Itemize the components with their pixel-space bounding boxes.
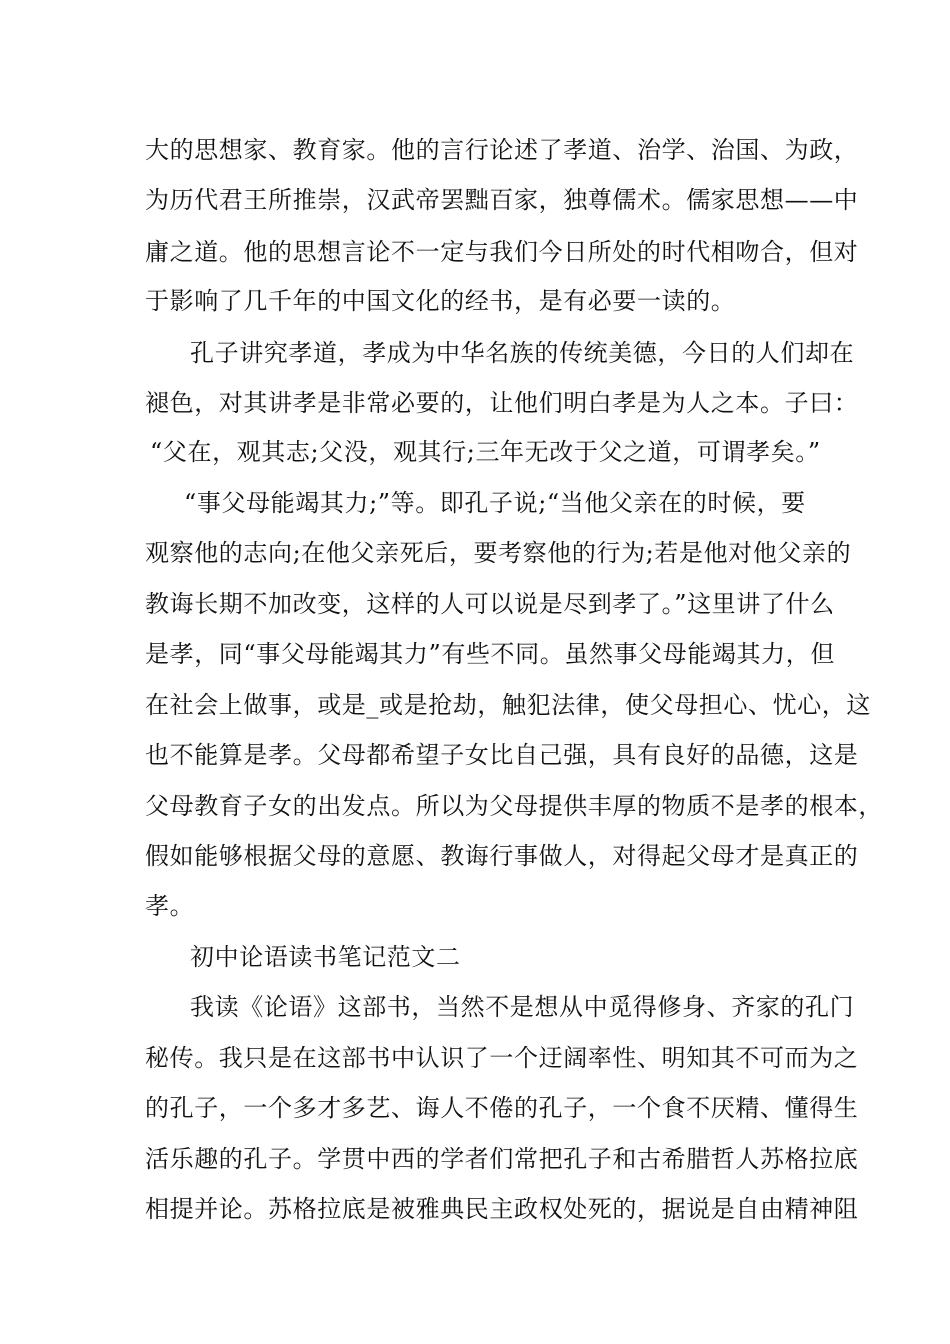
text-line: 假如能够根据父母的意愿、教诲行事做人，对得起父母才是真正的 [145,842,859,870]
quotation-line: “父在，观其志;父没，观其行;三年无改于父之道，可谓孝矣。” [150,438,821,466]
text-line: 活乐趣的孔子。学贯中西的学者们常把孔子和古希腊哲人苏格拉底 [145,1145,859,1173]
paragraph-first-line: 我读《论语》这部书，当然不是想从中觅得修身、齐家的孔门 [190,993,855,1021]
text-line: 相提并论。苏格拉底是被雅典民主政权处死的，据说是自由精神阻 [145,1195,859,1223]
text-line: 也不能算是孝。父母都希望子女比自己强，具有良好的品德，这是 [145,741,859,769]
text-line: 为历代君王所推崇，汉武帝罢黜百家，独尊儒术。儒家思想——中 [145,186,859,214]
text-line: 秘传。我只是在这部书中认识了一个迂阔率性、明知其不可而为之 [145,1044,859,1072]
paragraph-first-line: “事父母能竭其力;”等。即孔子说;“当他父亲在的时候，要 [184,489,806,517]
text-line: 是孝，同“事父母能竭其力”有些不同。虽然事父母能竭其力，但 [145,640,835,668]
paragraph-first-line: 孔子讲究孝道，孝成为中华名族的传统美德，今日的人们却在 [190,339,855,367]
text-line: 孝。 [145,892,195,920]
section-heading: 初中论语读书笔记范文二 [190,943,461,971]
text-line: 在社会上做事，或是_或是抢劫，触犯法律，使父母担心、忧心，这 [145,691,871,719]
text-line: 庸之道。他的思想言论不一定与我们今日所处的时代相吻合，但对 [145,238,859,266]
text-line: 父母教育子女的出发点。所以为父母提供丰厚的物质不是孝的根本， [145,792,883,820]
text-line: 褪色，对其讲孝是非常必要的，让他们明白孝是为人之本。子曰： [145,389,859,417]
text-line: 观察他的志向;在他父亲死后，要考察他的行为;若是他对他父亲的 [145,539,852,567]
text-line: 大的思想家、教育家。他的言行论述了孝道、治学、治国、为政， [145,136,859,164]
text-line: 于影响了几千年的中国文化的经书，是有必要一读的。 [145,287,736,315]
text-line: 教诲长期不加改变，这样的人可以说是尽到孝了。”这里讲了什么 [145,590,835,618]
text-line: 的孔子，一个多才多艺、诲人不倦的孔子，一个食不厌精、懂得生 [145,1094,859,1122]
